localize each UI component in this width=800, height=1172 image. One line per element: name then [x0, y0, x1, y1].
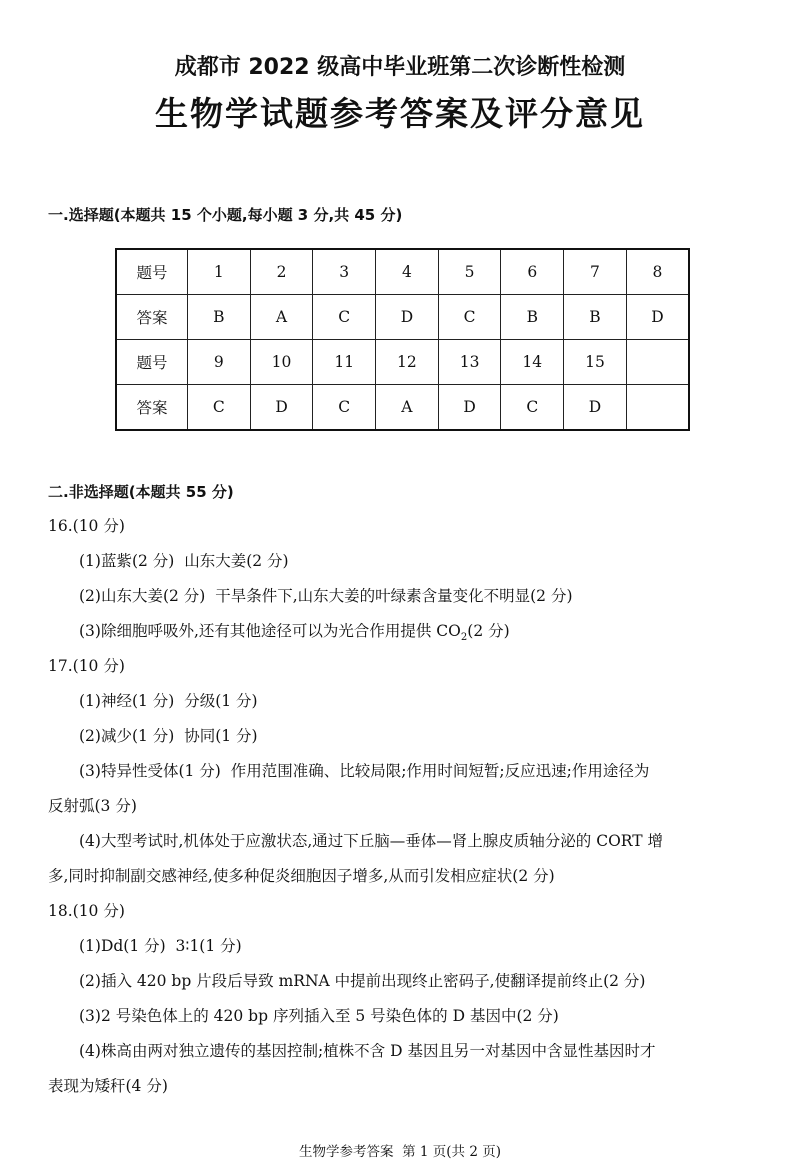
table-cell — [626, 385, 689, 431]
table-cell: 4 — [376, 249, 439, 295]
table-cell: 7 — [564, 249, 627, 295]
q16-answer-3-score: (2 分) — [467, 622, 510, 640]
q16-answer-2: (2)山东大姜(2 分) 干旱条件下,山东大姜的叶绿素含量变化不明显(2 分) — [79, 587, 573, 605]
table-cell: 6 — [501, 249, 564, 295]
q17-answer-4-line2: 多,同时抑制副交感神经,使多种促炎细胞因子增多,从而引发相应症状(2 分) — [48, 867, 555, 885]
q17-title: 17.(10 分) — [48, 657, 125, 675]
q18-answer-2: (2)插入 420 bp 片段后导致 mRNA 中提前出现终止密码子,使翻译提前终止(2 分) — [79, 972, 646, 990]
q16-answer-1: (1)蓝紫(2 分) 山东大姜(2 分) — [79, 552, 289, 570]
table-cell: 答案 — [116, 385, 188, 431]
table-cell: B — [501, 295, 564, 340]
q17-answer-1: (1)神经(1 分) 分级(1 分) — [79, 692, 258, 710]
table-cell: 题号 — [116, 249, 188, 295]
page-footer: 生物学参考答案 第 1 页(共 2 页) — [299, 1144, 501, 1160]
q18-title: 18.(10 分) — [48, 902, 125, 920]
section1-heading: 一.选择题(本题共 15 个小题,每小题 3 分,共 45 分) — [48, 206, 403, 224]
table-cell: C — [438, 295, 501, 340]
table-cell: B — [188, 295, 251, 340]
table-cell: 5 — [438, 249, 501, 295]
table-cell: 11 — [313, 340, 376, 385]
q17-answer-4-line1: (4)大型考试时,机体处于应激状态,通过下丘脑—垂体—肾上腺皮质轴分泌的 CORT 增 — [79, 832, 663, 850]
table-row — [116, 340, 689, 385]
q18-answer-4-line2: 表现为矮秆(4 分) — [48, 1077, 168, 1095]
table-cell: D — [564, 385, 627, 431]
table-cell: C — [313, 295, 376, 340]
q16-title: 16.(10 分) — [48, 517, 125, 535]
q16-answer-3-text: (3)除细胞呼吸外,还有其他途径可以为光合作用提供 CO — [79, 622, 461, 640]
table-cell: 12 — [376, 340, 439, 385]
q18-answer-3: (3)2 号染色体上的 420 bp 序列插入至 5 号染色体的 D 基因中(2 分) — [79, 1007, 559, 1025]
table-cell: 13 — [438, 340, 501, 385]
table-cell: C — [188, 385, 251, 431]
table-cell — [626, 340, 689, 385]
q18-answer-1: (1)Dd(1 分) 3∶1(1 分) — [79, 937, 242, 955]
q18-answer-4-line1: (4)株高由两对独立遗传的基因控制;植株不含 D 基因且另一对基因中含显性基因时才 — [79, 1042, 656, 1060]
q16-answer-3 — [79, 619, 510, 643]
q17-answer-3-line2: 反射弧(3 分) — [48, 797, 137, 815]
section2-heading: 二.非选择题(本题共 55 分) — [48, 483, 234, 501]
table-row — [116, 385, 689, 431]
table-cell: 9 — [188, 340, 251, 385]
table-cell: 1 — [188, 249, 251, 295]
table-cell: D — [250, 385, 313, 431]
table-cell: 2 — [250, 249, 313, 295]
q17-answer-3-line1: (3)特异性受体(1 分) 作用范围准确、比较局限;作用时间短暂;反应迅速;作用途径为 — [79, 762, 650, 780]
table-cell: A — [250, 295, 313, 340]
q17-answer-2: (2)减少(1 分) 协同(1 分) — [79, 727, 258, 745]
table-cell: D — [376, 295, 439, 340]
table-cell: A — [376, 385, 439, 431]
table-cell: D — [438, 385, 501, 431]
exam-title: 成都市 2022 级高中毕业班第二次诊断性检测 — [174, 55, 626, 80]
table-cell: 答案 — [116, 295, 188, 340]
answer-table — [115, 248, 690, 431]
table-cell: 题号 — [116, 340, 188, 385]
table-cell: B — [564, 295, 627, 340]
table-cell: 14 — [501, 340, 564, 385]
table-cell: 15 — [564, 340, 627, 385]
table-cell: 8 — [626, 249, 689, 295]
document-title: 生物学试题参考答案及评分意见 — [155, 94, 645, 133]
table-row — [116, 249, 689, 295]
co2-subscript: 2 — [460, 632, 468, 644]
table-row — [116, 295, 689, 340]
table-cell: C — [313, 385, 376, 431]
table-cell: 10 — [250, 340, 313, 385]
table-cell: D — [626, 295, 689, 340]
table-cell: 3 — [313, 249, 376, 295]
table-cell: C — [501, 385, 564, 431]
